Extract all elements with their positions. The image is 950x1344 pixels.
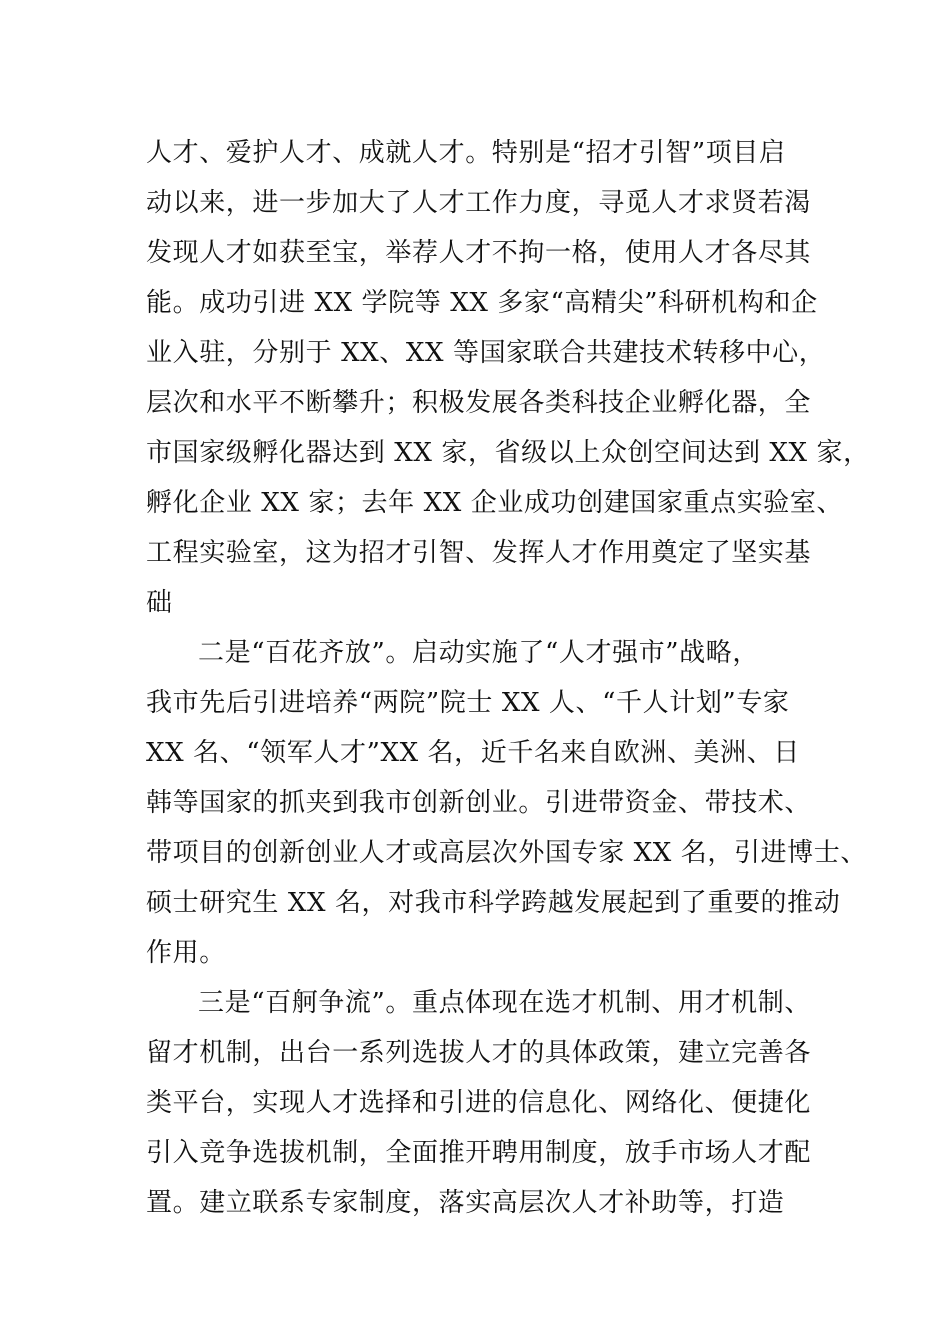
text-line: 三是“百舸争流”。重点体现在选才机制、用才机制、 bbox=[198, 988, 811, 1018]
document-body bbox=[146, 128, 870, 1228]
text-line: 我市先后引进培养“两院”院士 XX 人、“千人计划”专家 bbox=[146, 688, 790, 718]
text-line: 引入竞争选拔机制，全面推开聘用制度，放手市场人才配 bbox=[146, 1138, 812, 1168]
text-line: 工程实验室，这为招才引智、发挥人才作用奠定了坚实基 bbox=[146, 538, 812, 568]
text-line: 留才机制，出台一系列选拔人才的具体政策，建立完善各 bbox=[146, 1038, 812, 1068]
text-line: 作用。 bbox=[146, 938, 226, 968]
paragraph-1 bbox=[146, 128, 870, 628]
text-line: 类平台，实现人才选择和引进的信息化、网络化、便捷化 bbox=[146, 1088, 812, 1118]
paragraph-2 bbox=[146, 628, 867, 978]
text-line: 能。成功引进 XX 学院等 XX 多家“高精尖”科研机构和企 bbox=[146, 288, 818, 318]
text-line: 层次和水平不断攀升；积极发展各类科技企业孵化器，全 bbox=[146, 388, 812, 418]
text-line: 业入驻，分别于 XX、XX 等国家联合共建技术转移中心， bbox=[146, 338, 826, 368]
text-line: 带项目的创新创业人才或高层次外国专家 XX 名，引进博士、 bbox=[146, 838, 867, 868]
text-line: 置。建立联系专家制度，落实高层次人才补助等，打造 bbox=[146, 1188, 785, 1218]
text-line: 础 bbox=[146, 588, 173, 618]
text-line: 孵化企业 XX 家；去年 XX 企业成功创建国家重点实验室、 bbox=[146, 488, 844, 518]
text-line: 发现人才如获至宝，举荐人才不拘一格，使用人才各尽其 bbox=[146, 238, 812, 268]
text-line: 市国家级孵化器达到 XX 家，省级以上众创空间达到 XX 家， bbox=[146, 438, 870, 468]
paragraph-3 bbox=[146, 978, 836, 1228]
text-line: 人才、爱护人才、成就人才。特别是“招才引智”项目启 bbox=[146, 138, 786, 168]
text-line: 韩等国家的抓夹到我市创新创业。引进带资金、带技术、 bbox=[146, 788, 812, 818]
text-line: 二是“百花齐放”。启动实施了“人才强市”战略， bbox=[198, 638, 759, 668]
text-line: 硕士研究生 XX 名，对我市科学跨越发展起到了重要的推动 bbox=[146, 888, 841, 918]
text-line: XX 名、“领军人才”XX 名，近千名来自欧洲、美洲、日 bbox=[146, 738, 800, 768]
text-line: 动以来，进一步加大了人才工作力度，寻觅人才求贤若渴 bbox=[146, 188, 812, 218]
